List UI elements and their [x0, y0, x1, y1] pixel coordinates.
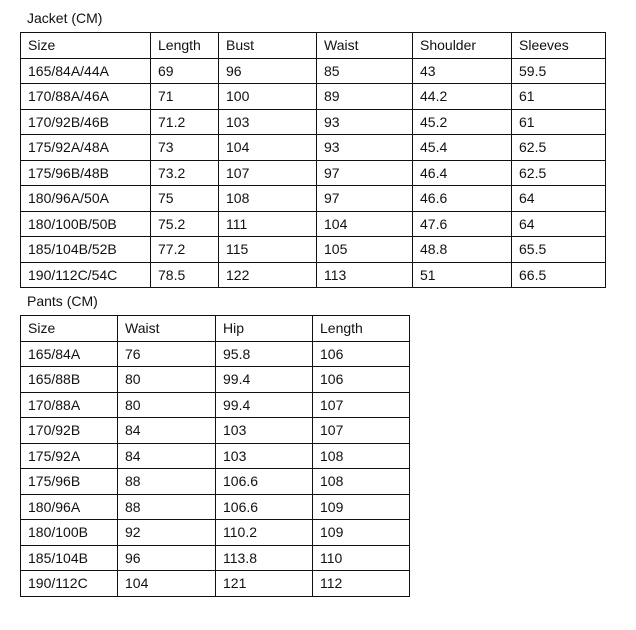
table-row — [21, 135, 606, 161]
table-cell: 175/92A — [21, 443, 118, 469]
table-cell: 93 — [317, 109, 413, 135]
table-row — [21, 367, 410, 393]
table-cell: 85 — [317, 58, 413, 84]
table-cell: 66.5 — [512, 262, 606, 288]
table-cell: 96 — [118, 545, 216, 571]
table-cell: 104 — [219, 135, 317, 161]
column-header: Length — [313, 316, 410, 342]
table-cell: 110.2 — [216, 520, 313, 546]
table-cell: 65.5 — [512, 237, 606, 263]
table-cell: 46.6 — [413, 186, 512, 212]
table-row — [21, 84, 606, 110]
table-cell: 106 — [313, 341, 410, 367]
table-cell: 170/88A — [21, 392, 118, 418]
table-cell: 170/92B/46B — [21, 109, 151, 135]
column-header: Waist — [317, 33, 413, 59]
table-cell: 165/84A/44A — [21, 58, 151, 84]
table-row — [21, 418, 410, 444]
table-cell: 115 — [219, 237, 317, 263]
table-row — [21, 520, 410, 546]
table-cell: 106.6 — [216, 469, 313, 495]
column-header: Bust — [219, 33, 317, 59]
table-cell: 180/100B — [21, 520, 118, 546]
table-cell: 103 — [219, 109, 317, 135]
pants-title: Pants (CM) — [27, 293, 98, 309]
table-cell: 97 — [317, 160, 413, 186]
table-cell: 185/104B — [21, 545, 118, 571]
table-row — [21, 211, 606, 237]
table-cell: 110 — [313, 545, 410, 571]
table-cell: 107 — [219, 160, 317, 186]
column-header: Length — [151, 33, 219, 59]
column-header: Size — [21, 33, 151, 59]
table-cell: 180/96A/50A — [21, 186, 151, 212]
column-header: Waist — [118, 316, 216, 342]
column-header: Hip — [216, 316, 313, 342]
table-cell: 88 — [118, 494, 216, 520]
table-cell: 45.2 — [413, 109, 512, 135]
table-cell: 51 — [413, 262, 512, 288]
table-cell: 106.6 — [216, 494, 313, 520]
table-cell: 69 — [151, 58, 219, 84]
table-cell: 80 — [118, 367, 216, 393]
table-cell: 71 — [151, 84, 219, 110]
table-cell: 93 — [317, 135, 413, 161]
table-cell: 185/104B/52B — [21, 237, 151, 263]
table-cell: 48.8 — [413, 237, 512, 263]
table-row — [21, 443, 410, 469]
table-row — [21, 494, 410, 520]
table-row — [21, 237, 606, 263]
table-cell: 108 — [313, 443, 410, 469]
table-cell: 73.2 — [151, 160, 219, 186]
table-cell: 92 — [118, 520, 216, 546]
table-cell: 190/112C — [21, 571, 118, 597]
table-row — [21, 109, 606, 135]
table-cell: 73 — [151, 135, 219, 161]
table-cell: 104 — [118, 571, 216, 597]
jacket-size-table — [20, 32, 606, 288]
table-cell: 64 — [512, 211, 606, 237]
table-cell: 105 — [317, 237, 413, 263]
column-header: Sleeves — [512, 33, 606, 59]
table-cell: 84 — [118, 418, 216, 444]
table-cell: 44.2 — [413, 84, 512, 110]
table-cell: 165/84A — [21, 341, 118, 367]
table-cell: 107 — [313, 392, 410, 418]
table-cell: 75.2 — [151, 211, 219, 237]
table-cell: 99.4 — [216, 367, 313, 393]
table-cell: 111 — [219, 211, 317, 237]
table-row — [21, 262, 606, 288]
table-row — [21, 571, 410, 597]
table-cell: 97 — [317, 186, 413, 212]
table-cell: 175/92A/48A — [21, 135, 151, 161]
table-cell: 71.2 — [151, 109, 219, 135]
table-cell: 47.6 — [413, 211, 512, 237]
table-cell: 89 — [317, 84, 413, 110]
table-row — [21, 186, 606, 212]
column-header: Size — [21, 316, 118, 342]
table-cell: 62.5 — [512, 160, 606, 186]
table-cell: 165/88B — [21, 367, 118, 393]
table-cell: 96 — [219, 58, 317, 84]
header-row — [21, 33, 606, 59]
table-cell: 108 — [219, 186, 317, 212]
table-cell: 180/96A — [21, 494, 118, 520]
table-cell: 170/88A/46A — [21, 84, 151, 110]
table-cell: 64 — [512, 186, 606, 212]
table-cell: 84 — [118, 443, 216, 469]
table-cell: 80 — [118, 392, 216, 418]
table-cell: 108 — [313, 469, 410, 495]
table-row — [21, 58, 606, 84]
table-cell: 170/92B — [21, 418, 118, 444]
table-cell: 75 — [151, 186, 219, 212]
table-cell: 95.8 — [216, 341, 313, 367]
table-cell: 112 — [313, 571, 410, 597]
table-cell: 100 — [219, 84, 317, 110]
table-row — [21, 160, 606, 186]
table-cell: 106 — [313, 367, 410, 393]
table-cell: 113.8 — [216, 545, 313, 571]
table-cell: 78.5 — [151, 262, 219, 288]
table-row — [21, 545, 410, 571]
header-row — [21, 316, 410, 342]
table-cell: 103 — [216, 443, 313, 469]
table-cell: 59.5 — [512, 58, 606, 84]
table-cell: 122 — [219, 262, 317, 288]
table-cell: 77.2 — [151, 237, 219, 263]
table-cell: 76 — [118, 341, 216, 367]
table-cell: 103 — [216, 418, 313, 444]
table-cell: 175/96B/48B — [21, 160, 151, 186]
table-cell: 46.4 — [413, 160, 512, 186]
table-cell: 43 — [413, 58, 512, 84]
table-cell: 61 — [512, 84, 606, 110]
table-cell: 104 — [317, 211, 413, 237]
table-cell: 190/112C/54C — [21, 262, 151, 288]
table-cell: 109 — [313, 520, 410, 546]
table-cell: 62.5 — [512, 135, 606, 161]
table-row — [21, 469, 410, 495]
table-cell: 45.4 — [413, 135, 512, 161]
table-cell: 61 — [512, 109, 606, 135]
table-cell: 113 — [317, 262, 413, 288]
table-row — [21, 341, 410, 367]
table-cell: 121 — [216, 571, 313, 597]
table-cell: 99.4 — [216, 392, 313, 418]
table-cell: 107 — [313, 418, 410, 444]
table-cell: 88 — [118, 469, 216, 495]
table-cell: 180/100B/50B — [21, 211, 151, 237]
jacket-title: Jacket (CM) — [27, 10, 103, 26]
table-row — [21, 392, 410, 418]
table-cell: 175/96B — [21, 469, 118, 495]
column-header: Shoulder — [413, 33, 512, 59]
pants-size-table — [20, 315, 410, 597]
table-cell: 109 — [313, 494, 410, 520]
